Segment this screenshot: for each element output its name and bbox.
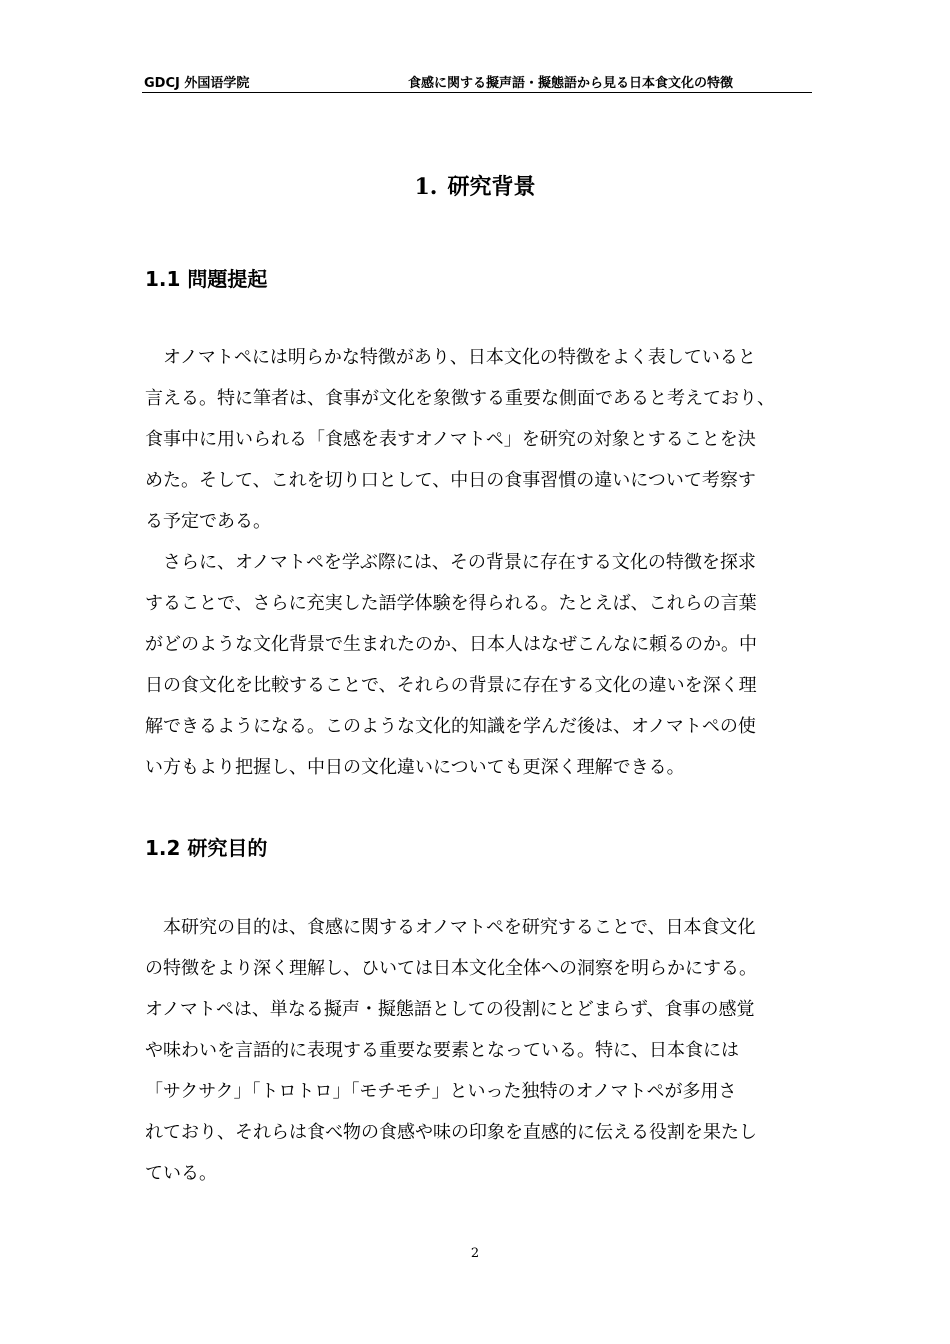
text-line: 言える。特に筆者は、食事が文化を象徴する重要な側面であると考えており、 <box>145 388 775 409</box>
text-line: 「サクサク」「トロトロ」「モチモチ」といった独特のオノマトペが多用さ <box>145 1081 737 1102</box>
header-paper-title: 食感に関する擬声語・擬態語から見る日本食文化の特徴 <box>408 76 734 91</box>
text-line: の特徴をより深く理解し、ひいては日本文化全体への洞察を明らかにする。 <box>145 958 757 979</box>
text-line: ている。 <box>145 1163 217 1184</box>
text-line: い方もより把握し、中日の文化違いについても更深く理解できる。 <box>145 757 685 778</box>
chapter-title-text: 研究背景 <box>447 175 536 200</box>
paragraph-1-1-b <box>145 542 835 788</box>
header-institution: GDCJ 外国语学院 <box>144 76 250 91</box>
page-number: 2 <box>470 1246 480 1261</box>
text-line: 日の食文化を比較することで、それらの背景に存在する文化の違いを深く理 <box>145 675 757 696</box>
page-header <box>142 70 812 93</box>
paragraph-1-1-a <box>145 337 835 542</box>
text-line: る予定である。 <box>145 511 271 532</box>
text-line: や味わいを言語的に表現する重要な要素となっている。特に、日本食には <box>145 1040 739 1061</box>
text-line: オノマトペは、単なる擬声・擬態語としての役割にとどまらず、食事の感覚 <box>145 999 755 1020</box>
paragraph-1-2-a <box>145 907 835 1194</box>
text-line: することで、さらに充実した語学体験を得られる。たとえば、これらの言葉 <box>145 593 757 614</box>
text-line: オノマトペには明らかな特徴があり、日本文化の特徴をよく表していると <box>145 347 756 368</box>
section-heading-1-1: 1.1 問題提起 <box>145 267 268 291</box>
text-line: 食事中に用いられる「食感を表すオノマトペ」を研究の対象とすることを決 <box>145 429 756 450</box>
text-line: さらに、オノマトペを学ぶ際には、その背景に存在する文化の特徴を探求 <box>145 552 756 573</box>
chapter-title <box>0 170 950 201</box>
text-line: 解できるようになる。このような文化的知識を学んだ後は、オノマトペの使 <box>145 716 756 737</box>
text-line: 本研究の目的は、食感に関するオノマトペを研究することで、日本食文化 <box>145 917 756 938</box>
text-line: がどのような文化背景で生まれたのか、日本人はなぜこんなに頼るのか。中 <box>145 634 757 655</box>
section-heading-1-2: 1.2 研究目的 <box>145 836 268 860</box>
chapter-number: 1. <box>414 174 438 200</box>
text-line: めた。そして、これを切り口として、中日の食事習慣の違いについて考察す <box>145 470 756 491</box>
text-line: れており、それらは食べ物の食感や味の印象を直感的に伝える役割を果たし <box>145 1122 757 1143</box>
